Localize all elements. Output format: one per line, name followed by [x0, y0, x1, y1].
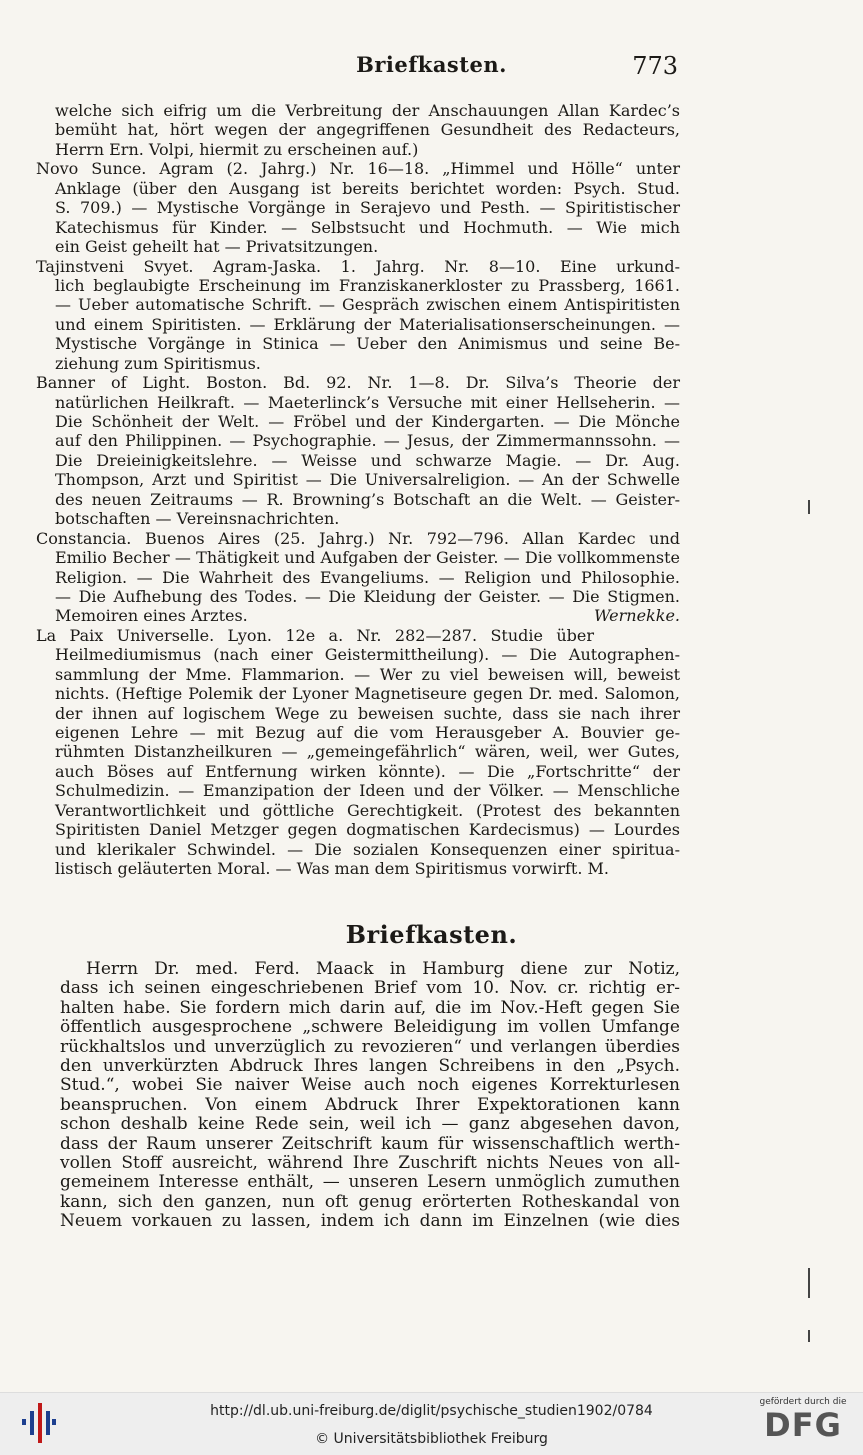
- letter-line: schon deshalb keine Rede sein, weil ich — ganz abgesehen davon,: [60, 1114, 680, 1135]
- running-header-title: Briefkasten.: [356, 52, 507, 77]
- text-line: Katechismus für Kinder. — Selbstsucht und Hochmuth. — Wie mich: [55, 217, 680, 237]
- text-line: lich beglaubigte Erscheinung im Franziskanerkloster zu Prassberg, 1661.: [55, 275, 680, 295]
- dfg-logo: [753, 1397, 853, 1443]
- text-line: botschaften — Vereinsnachrichten.: [55, 509, 340, 529]
- text-line: Die Schönheit der Welt. — Fröbel und der Kindergarten. — Die Mönche: [55, 412, 680, 431]
- journal-reviews-column: [36, 101, 680, 879]
- margin-mark: [808, 500, 810, 514]
- margin-mark: [808, 1268, 810, 1298]
- text-line: Novo Sunce. Agram (2. Jahrg.) Nr. 16—18. „Himmel und Hölle“ unter: [36, 159, 680, 179]
- viewer-footer: [0, 1392, 863, 1455]
- text-line: bemüht hat, hört wegen der angegriffenen Gesundheit des Redacteurs,: [55, 120, 680, 140]
- text-line: Heilmediumismus (nach einer Geistermittheilung). — Die Autographen-: [55, 645, 680, 665]
- section-heading: Briefkasten.: [345, 920, 518, 949]
- letter-line: beanspruchen. Von einem Abdruck Ihrer Expektorationen kann: [60, 1094, 680, 1115]
- text-line: Memoiren eines Arztes. Wernekke.: [55, 606, 680, 626]
- text-line: auch Böses auf Entfernung wirken könnte). — Die „Fortschritte“ der: [55, 761, 680, 781]
- letter-line: den unverkürzten Abdruck Ihres langen Schreibens in den „Psych.: [60, 1055, 680, 1076]
- text-line: Spiritisten Daniel Metzger gegen dogmatischen Kardecismus) — Lourdes: [55, 820, 680, 840]
- margin-mark: [808, 1330, 810, 1342]
- letter-line: Herrn Dr. med. Ferd. Maack in Hamburg diene zur Notiz,: [86, 959, 680, 979]
- letter-line: gemeinem Interesse enthält, — unseren Lesern unmöglich zumuthen: [60, 1172, 680, 1193]
- text-line: auf den Philippinen. — Psychographie. — Jesus, der Zimmermannssohn. —: [55, 431, 680, 451]
- text-line: ziehung zum Spiritismus.: [55, 353, 261, 373]
- text-line: Mystische Vorgänge in Stinica — Ueber den Animismus und seine Be-: [55, 334, 680, 354]
- dfg-caption: gefördert durch die: [759, 1397, 847, 1407]
- text-line: Schulmedizin. — Emanzipation der Ideen und der Völker. — Menschliche: [55, 781, 680, 801]
- text-line: Tajinstveni Svyet. Agram-Jaska. 1. Jahrg. Nr. 8—10. Eine urkund-: [36, 256, 680, 276]
- letter-line: halten habe. Sie fordern mich darin auf, die im Nov.-Heft gegen Sie: [60, 997, 680, 1018]
- letter-line: dass der Raum unserer Zeitschrift kaum für wissenschaftlich werth-: [60, 1133, 680, 1154]
- letter-body: [60, 960, 680, 1231]
- letter-line: dass ich seinen eingeschriebenen Brief vom 10. Nov. cr. richtig er-: [60, 978, 680, 999]
- text-line: — Ueber automatische Schrift. — Gespräch zwischen einem Antispiritisten: [55, 295, 680, 315]
- text-line: Constancia. Buenos Aires (25. Jahrg.) Nr. 792—796. Allan Kardec und: [36, 528, 680, 548]
- permalink-url[interactable]: http://dl.ub.uni-freiburg.de/diglit/psychische_studien1902/0784: [210, 1403, 653, 1419]
- text-line: natürlichen Heilkraft. — Maeterlinck’s Versuche mit einer Hellseherin. —: [55, 392, 680, 412]
- letter-line: öffentlich ausgesprochene „schwere Beleidigung im vollen Umfange: [60, 1017, 680, 1038]
- letter-line: kann, sich den ganzen, nun oft genug erörterten Rotheskandal von: [60, 1191, 680, 1212]
- text-line: welche sich eifrig um die Verbreitung der Anschauungen Allan Kardec’s: [55, 101, 680, 120]
- letter-line: Neuem vorkauen zu lassen, indem ich dann im Einzelnen (wie dies: [60, 1211, 680, 1232]
- text-line: eigenen Lehre — mit Bezug auf die vom Herausgeber A. Bouvier ge-: [55, 723, 680, 742]
- text-line: S. 709.) — Mystische Vorgänge in Serajevo und Pesth. — Spiritistischer: [55, 198, 680, 218]
- letter-line: Stud.“, wobei Sie naiver Weise auch noch eigenes Korrekturlesen: [60, 1075, 680, 1096]
- text-line: rühmten Distanzheilkuren — „gemeingefährlich“ wären, weil, wer Gutes,: [55, 742, 680, 762]
- text-line: und einem Spiritisten. — Erklärung der Materialisationserscheinungen. —: [55, 314, 680, 334]
- text-line: nichts. (Heftige Polemik der Lyoner Magnetiseure gegen Dr. med. Salomon,: [55, 684, 680, 704]
- text-line: La Paix Universelle. Lyon. 12e a. Nr. 282—287. Studie über: [36, 625, 595, 645]
- page-number: 773: [632, 52, 678, 80]
- text-line: und klerikaler Schwindel. — Die sozialen Konsequenzen einer spiritua-: [55, 839, 680, 859]
- text-line: Anklage (über den Ausgang ist bereits berichtet worden: Psych. Stud.: [55, 178, 680, 198]
- dfg-logo-text: DFG: [764, 1406, 842, 1444]
- signature-wernekke: Wernekke.: [594, 606, 680, 626]
- letter-line: vollen Stoff ausreicht, während Ihre Zuschrift nichts Neues von all-: [60, 1152, 680, 1173]
- text-line: Thompson, Arzt und Spiritist — Die Universalreligion. — An der Schwelle: [55, 470, 680, 490]
- text-line: Herrn Ern. Volpi, hiermit zu erscheinen auf.): [55, 139, 419, 159]
- text-line: Emilio Becher — Thätigkeit und Aufgaben der Geister. — Die vollkommenste: [55, 548, 680, 568]
- text-line: listisch geläuterten Moral. — Was man dem Spiritismus vorwirft. M.: [55, 859, 609, 879]
- text-line: Religion. — Die Wahrheit des Evangeliums. — Religion und Philosophie.: [55, 567, 680, 587]
- text-line: ein Geist geheilt hat — Privatsitzungen.: [55, 237, 379, 257]
- text-line: Verantwortlichkeit und göttliche Gerechtigkeit. (Protest des bekannten: [55, 800, 680, 820]
- text-line: Banner of Light. Boston. Bd. 92. Nr. 1—8. Dr. Silva’s Theorie der: [36, 373, 680, 393]
- text-line: sammlung der Mme. Flammarion. — Wer zu viel beweisen will, beweist: [55, 664, 680, 684]
- copyright-notice: © Universitätsbibliothek Freiburg: [315, 1431, 548, 1447]
- text-line: Die Dreieinigkeitslehre. — Weisse und schwarze Magie. — Dr. Aug.: [55, 450, 680, 470]
- text-line: des neuen Zeitraums — R. Browning’s Botschaft an die Welt. — Geister-: [55, 489, 680, 509]
- letter-line: rückhaltslos und unverzüglich zu revozieren“ und verlangen überdies: [60, 1036, 680, 1057]
- text-line: — Die Aufhebung des Todes. — Die Kleidung der Geister. — Die Stigmen.: [55, 586, 680, 606]
- text-line: der ihnen auf logischem Wege zu beweisen suchte, dass sie nach ihrer: [55, 703, 680, 723]
